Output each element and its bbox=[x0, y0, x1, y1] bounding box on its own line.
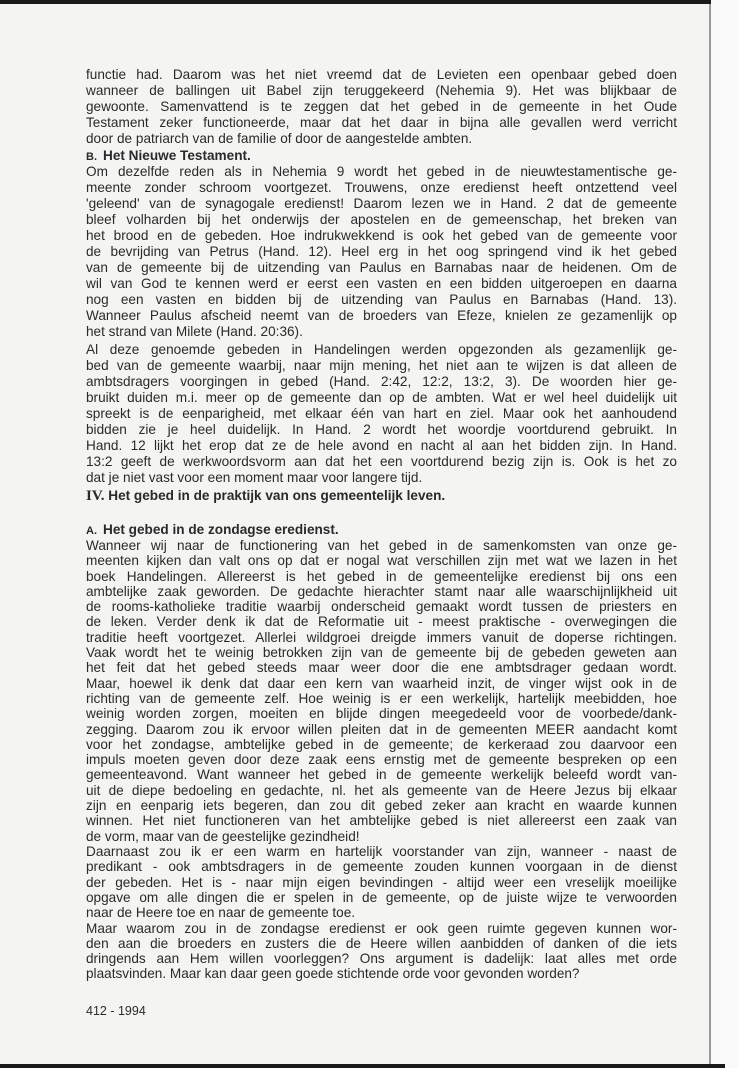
section-a-paragraph-2 bbox=[86, 844, 677, 920]
text-line: zijn en eenparig iets begeren, dan zou dit gebed zeker aan kracht en waarde kunnen bbox=[86, 798, 677, 814]
text-line: naar de Heere toe en naar de gemeente toe. bbox=[86, 905, 356, 921]
text-line: door de patriarch van de familie of door de aangestelde ambten. bbox=[86, 131, 473, 146]
scan-right-margin bbox=[711, 0, 738, 1068]
text-line: het strand van Milete (Hand. 20:36). bbox=[86, 324, 303, 339]
text-line: de rooms-katholieke traditie waarbij onderscheid gemaakt wordt tussen de priesters en bbox=[86, 599, 677, 615]
text-line: het feit dat het gebed steeds maar weer door die ene ambtsdrager gedaan wordt. bbox=[86, 660, 677, 676]
text-line: Hand. 12 lijkt het erop dat ze de hele avond en nacht al aan het bidden zijn. In Hand. bbox=[86, 438, 677, 453]
text-line: de vorm, maar van de geestelijke gezindheid! bbox=[86, 828, 360, 844]
text-line: Vaak wordt het te weinig betrokken zijn van de gemeente bij de gebeden geweten aan bbox=[86, 645, 677, 661]
text-line: plaatsvinden. Maar kan daar geen goede stichtende orde voor gevonden worden? bbox=[86, 966, 580, 982]
page-number-footer: 412 - 1994 bbox=[86, 1004, 146, 1018]
section-a-paragraph-3 bbox=[86, 921, 677, 982]
text-line: winnen. Het niet functioneren van het ambtelijke gebed is niet allereerst een zaak van bbox=[86, 813, 677, 829]
section-iv-number: IV. bbox=[86, 488, 105, 504]
text-line: 'geleend' van de synagogale eredienst! Daarom lezen we in Hand. 2 dat de gemeente bbox=[86, 196, 677, 211]
intro-paragraph bbox=[86, 67, 677, 147]
section-a-title: Het gebed in de zondagse eredienst. bbox=[103, 522, 339, 537]
text-line: den aan die broeders en zusters die de Heere willen aanbidden of danken of die iets bbox=[86, 935, 677, 951]
text-line: Maar waarom zou in de zondagse eredienst er ook geen ruimte gegeven kunnen wor- bbox=[86, 920, 677, 936]
text-line: Om dezelfde reden als in Nehemia 9 wordt het gebed in de nieuwtestamentische ge- bbox=[86, 164, 677, 179]
text-line: de leken. Verder denk ik dat de Reformatie uit - meest praktische - overwegingen die bbox=[86, 614, 677, 630]
scan-bottom-border bbox=[0, 1064, 725, 1068]
text-line: bruikt duiden m.i. meer op de gemeente dan op de ambten. Wat er wel heel duidelijk uit bbox=[86, 390, 677, 405]
text-line: Maar, hoewel ik denk dat daar een kern van waarheid inzit, de vinger wijst ook in de bbox=[86, 675, 677, 691]
text-line: wil van God te kennen werd er eerst een vasten en een bidden uitgeroepen en daarna bbox=[86, 276, 677, 291]
text-line: dat je niet vast voor een moment maar voor langere tijd. bbox=[86, 470, 423, 485]
text-line: 13:2 geeft de werkwoordsvorm aan dat het een voortdurend bezig zijn is. Ook is het zo bbox=[86, 454, 677, 469]
section-b-letter: B. bbox=[86, 151, 97, 163]
text-line: ambtsdragers voorgingen in gebed (Hand. 2:42, 12:2, 13:2, 3). De woorden hier ge- bbox=[86, 374, 677, 389]
text-line: zegging. Daarom zou ik ervoor willen pleiten dat in de gemeenten MEER aandacht komt bbox=[86, 721, 677, 737]
text-line: Daarnaast zou ik er een warm en hartelijk voorstander van zijn, wanneer - naast de bbox=[86, 844, 677, 859]
section-b-paragraph-2 bbox=[86, 342, 677, 486]
text-line: functie had. Daarom was het niet vreemd dat de Levieten een openbaar gebed doen bbox=[86, 67, 677, 82]
text-line: Al deze genoemde gebeden in Handelingen werden opgezonden als gezamenlijk ge- bbox=[86, 342, 677, 357]
page-edge-line bbox=[709, 4, 711, 1064]
text-line: gemeenteavond. Want wanneer het gebed in de gemeente werkelijk beleefd wordt van- bbox=[86, 767, 677, 783]
text-line: dringends aan Hem willen voorleggen? Ons argument is dadelijk: laat alles met orde bbox=[86, 951, 677, 967]
text-line: Wanneer Paulus afscheid neemt van de broeders van Efeze, knielen ze gezamenlijk op bbox=[86, 308, 677, 323]
text-line: spreekt is de eenparigheid, met elkaar één van hart en ziel. Maar ook het aanhoudend bbox=[86, 406, 677, 421]
text-line: der gebeden. Het is - naar mijn eigen bevindingen - altijd weer een vreselijk moeilijke bbox=[86, 874, 677, 890]
section-b-paragraph-1 bbox=[86, 164, 677, 340]
text-line: nog een vasten en bidden bij de uitzending van Paulus en Barnabas (Hand. 13). bbox=[86, 292, 677, 307]
text-line: het brood en de gebeden. Hoe indrukwekkend is ook het gebed van de gemeente voor bbox=[86, 228, 677, 243]
text-line: richting van de gemeente zelf. Hoe weinig is er een werkelijk, hartelijk meebidden, hoe bbox=[86, 690, 677, 706]
text-line: de bevrijding van Petrus (Hand. 12). Heel erg in het oog springend vind ik het gebed bbox=[86, 244, 677, 259]
text-line: gewoonte. Samenvattend is te zeggen dat het gebed in de gemeente in het Oude bbox=[86, 99, 677, 114]
text-line: impuls moeten geven door deze zaak eens ernstig met de gemeente bespreken op een bbox=[86, 752, 677, 768]
section-a-paragraph-1 bbox=[86, 538, 677, 844]
text-line: traditie heeft voortgezet. Allerlei wildgroei dreigde immers vanuit de doperse richtingen. bbox=[86, 629, 677, 645]
text-line: bleef volharden bij het onderwijs der apostelen en de gemeenschap, het breken van bbox=[86, 212, 677, 227]
text-line: bed van de gemeente waarbij, naar mijn mening, het niet aan te wijzen is dat alleen de bbox=[86, 358, 677, 373]
text-line: weinig worden zorgen, moeiten en blijde dingen meegedeeld voor de voorbede/dank- bbox=[86, 706, 677, 722]
section-b-title: Het Nieuwe Testament. bbox=[103, 148, 251, 163]
text-line: meente zonder schroom voortgezet. Trouwens, onze eredienst heeft ontzettend veel bbox=[86, 180, 677, 195]
text-line: Testament zeker functioneerde, maar dat het daar in bijna alle gevallen werd verricht bbox=[86, 115, 677, 130]
section-b-heading bbox=[86, 148, 677, 165]
text-line: meenten kijken dan valt ons op dat er nogal wat verschillen zijn met wat we lazen in het bbox=[86, 553, 677, 569]
text-line: voor het zondagse, ambtelijke gebed in de gemeente; de kerkeraad zou daarvoor een bbox=[86, 736, 677, 752]
section-iv-title: Het gebed in de praktijk van ons gemeentelijk leven. bbox=[108, 488, 446, 503]
section-a-letter: A. bbox=[86, 525, 97, 537]
text-line: opgave om alle dingen die er spelen in de gemeente, op de juiste wijze te verwoorden bbox=[86, 889, 677, 905]
section-iv-heading bbox=[86, 488, 677, 504]
text-line: Wanneer wij naar de functionering van het gebed in de samenkomsten van onze ge- bbox=[86, 538, 677, 553]
text-line: uit de diepe bedoeling en gedachte, nl. het als gemeente van de Heere Jezus bij elkaar bbox=[86, 782, 677, 798]
section-a-heading bbox=[86, 522, 677, 539]
scan-top-border bbox=[0, 0, 725, 4]
text-line: ambtelijke zaak geworden. De gedachte hierachter stamt naar alle waarschijnlijkheid uit bbox=[86, 583, 677, 599]
text-line: boek Handelingen. Allereerst is het gebed in de gemeentelijke eredienst bij ons een bbox=[86, 568, 677, 584]
text-line: bidden zie je heel duidelijk. In Hand. 2 wordt het woordje voortdurend gebruikt. In bbox=[86, 422, 677, 437]
text-line: van de gemeente bij de uitzending van Paulus en Barnabas naar de heidenen. Om de bbox=[86, 260, 677, 275]
text-line: predikant - ook ambtsdragers in de gemeente zouden kunnen voorgaan in de dienst bbox=[86, 859, 677, 875]
text-line: wanneer de ballingen uit Babel zijn teruggekeerd (Nehemia 9). Het was blijkbaar de bbox=[86, 83, 677, 98]
